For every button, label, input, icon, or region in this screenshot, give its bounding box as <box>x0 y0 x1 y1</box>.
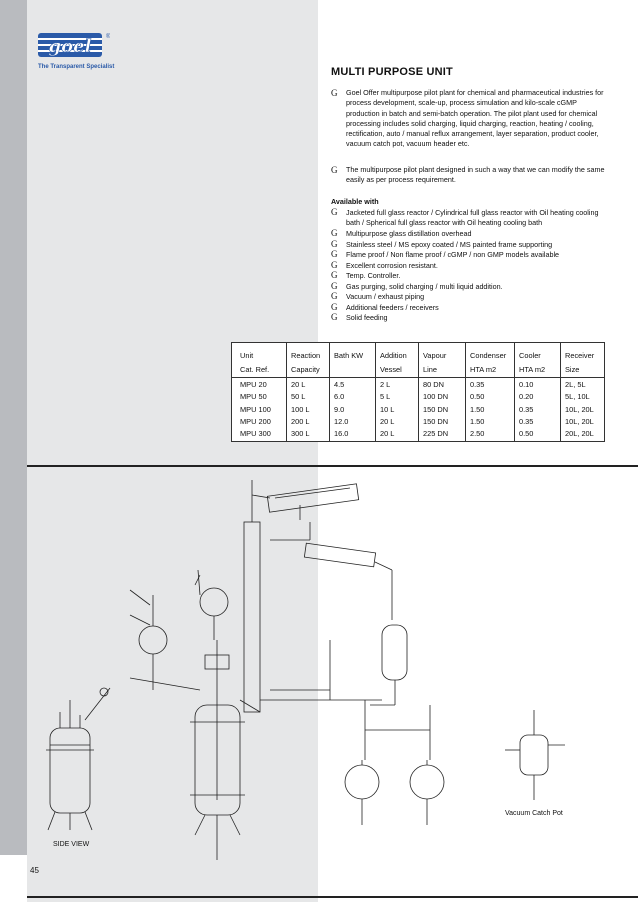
table-cell: 150 DN <box>423 416 449 426</box>
feature-item: G Gas purging, solid charging / multi liquid addition. <box>331 280 503 291</box>
table-cell: 200 L <box>291 416 310 426</box>
table-cell: 1.50 <box>470 404 485 414</box>
table-cell: 20 L <box>380 429 395 439</box>
table-cell: 6.0 <box>334 392 345 402</box>
table-header-cell: Size <box>565 365 580 374</box>
table-cell: MPU 100 <box>240 404 271 414</box>
bullet-glyph: G <box>331 270 338 280</box>
table-cell: 2 L <box>380 380 391 389</box>
bullet-glyph: G <box>331 291 338 301</box>
table-header-cell: HTA m2 <box>470 365 497 374</box>
table-header-cell: Vapour <box>423 351 447 360</box>
page-number: 45 <box>30 866 39 875</box>
page-title: MULTI PURPOSE UNIT <box>331 66 453 78</box>
table-cell: MPU 20 <box>240 380 267 389</box>
table-header-cell: Unit <box>240 351 254 360</box>
table-cell: 12.0 <box>334 416 349 426</box>
feature-item: G Stainless steel / MS epoxy coated / MS painted frame supporting <box>331 238 553 249</box>
side-view-reactor <box>46 688 110 830</box>
side-view-label: SIDE VIEW <box>53 841 90 848</box>
table-cell: MPU 50 <box>240 392 267 402</box>
bullet-glyph: G <box>331 259 338 270</box>
table-cell: 1.50 <box>470 416 485 426</box>
table-cell: 0.10 <box>519 380 534 389</box>
table-header-cell: Condenser <box>470 351 507 360</box>
bullet-glyph: G <box>331 312 338 322</box>
table-cell: 20 L <box>291 380 306 389</box>
feature-item: G Flame proof / Non flame proof / cGMP / non GMP models available <box>331 249 560 259</box>
feature-item: G Multipurpose glass distillation overhead <box>331 228 472 238</box>
catch-pot-label: Vacuum Catch Pot <box>505 810 563 817</box>
condenser <box>252 484 359 540</box>
distillate-piping <box>260 640 430 760</box>
table-header-cell: HTA m2 <box>519 365 546 374</box>
vacuum-catch-pot <box>505 710 565 800</box>
table-cell: 2L, 5L <box>565 380 586 389</box>
bullet-glyph: G <box>331 207 338 217</box>
svg-text:®: ® <box>106 34 110 40</box>
table-cell: 150 DN <box>423 404 449 414</box>
bullet-glyph: G <box>331 301 338 312</box>
table-cell: 300 L <box>291 429 310 439</box>
table-cell: 0.50 <box>519 429 534 439</box>
table-cell: 100 L <box>291 404 310 414</box>
feature-item: G Additional feeders / receivers <box>331 301 439 312</box>
table-header-cell: Capacity <box>291 365 320 374</box>
table-header-cell: Addition <box>380 351 407 360</box>
table-cell: 20 L <box>380 416 395 426</box>
table-cell: 225 DN <box>423 429 449 439</box>
svg-text:goel: goel <box>48 36 92 57</box>
brand-tagline: The Transparent Specialist <box>38 64 115 70</box>
table-header-cell: Line <box>423 365 437 374</box>
bullet-text: The multipurpose pilot plant designed in such a way that we can modify the same easily as per process requirement. <box>346 165 605 185</box>
phase-separator <box>370 625 407 705</box>
available-heading: Available with <box>331 197 379 206</box>
table-cell: 16.0 <box>334 429 349 439</box>
table-cell: 100 DN <box>423 392 449 402</box>
vapour-column <box>240 480 260 712</box>
feature-item: G Temp. Controller. <box>331 270 401 280</box>
table-cell: 0.20 <box>519 392 534 402</box>
table-header-cell: Reaction <box>291 351 321 360</box>
feature-item: G Jacketed full glass reactor / Cylindrical full glass reactor with Oil heating cooling bath / Spherical full glass reactor with Oil heating cooling bath <box>331 207 599 228</box>
bullet-glyph: G <box>331 238 338 249</box>
bullet-glyph: G <box>331 88 338 98</box>
table-cell: 0.50 <box>470 392 485 402</box>
table-cell: 0.35 <box>470 380 485 389</box>
main-reactor <box>190 570 245 860</box>
table-cell: 50 L <box>291 392 306 402</box>
table-header-cell: Cooler <box>519 351 541 360</box>
table-header-cell: Receiver <box>565 351 595 360</box>
table-cell: 5L, 10L <box>565 392 590 402</box>
bullet-glyph: G <box>331 228 338 238</box>
table-cell: 20L, 20L <box>565 429 594 439</box>
addition-vessel <box>130 590 200 690</box>
feature-item: G Vacuum / exhaust piping <box>331 291 425 301</box>
table-cell: 10L, 20L <box>565 404 594 414</box>
table-header-cell: Vessel <box>380 365 402 374</box>
table-cell: MPU 200 <box>240 416 271 426</box>
table-cell: 0.35 <box>519 404 534 414</box>
feature-item: G Solid feeding <box>331 312 388 322</box>
table-cell: 10L, 20L <box>565 416 594 426</box>
cooler <box>304 543 392 620</box>
bullet-glyph: G <box>331 165 338 175</box>
table-cell: 4.5 <box>334 380 345 389</box>
receiver-right <box>410 760 444 825</box>
table-cell: 0.35 <box>519 416 534 426</box>
table-cell: 10 L <box>380 404 395 414</box>
table-header-cell: Cat. Ref. <box>240 365 270 374</box>
table-cell: 2.50 <box>470 429 485 439</box>
receiver-left <box>345 760 379 825</box>
table-cell: 5 L <box>380 392 391 402</box>
feature-item: G Excellent corrosion resistant. <box>331 259 438 270</box>
table-header-cell: Bath KW <box>334 351 364 360</box>
table-cell: 9.0 <box>334 404 345 414</box>
bullet-glyph: G <box>331 280 338 291</box>
table-cell: 80 DN <box>423 380 444 389</box>
bullet-text: Goel Offer multipurpose pilot plant for chemical and pharmaceutical industries for process development, scale-up, process simulation and kilo-scale cGMP production in batch and semi-batch operation. The pilot plant used for chemical processing includes solid charging, liquid charging, reaction, heating / cooling, rectification, auto / manual reflux arrangement, layer separation, product cooler, vacuum catch pot, vacuum header etc. <box>346 88 604 149</box>
bullet-glyph: G <box>331 249 338 259</box>
table-cell: MPU 300 <box>240 429 271 439</box>
